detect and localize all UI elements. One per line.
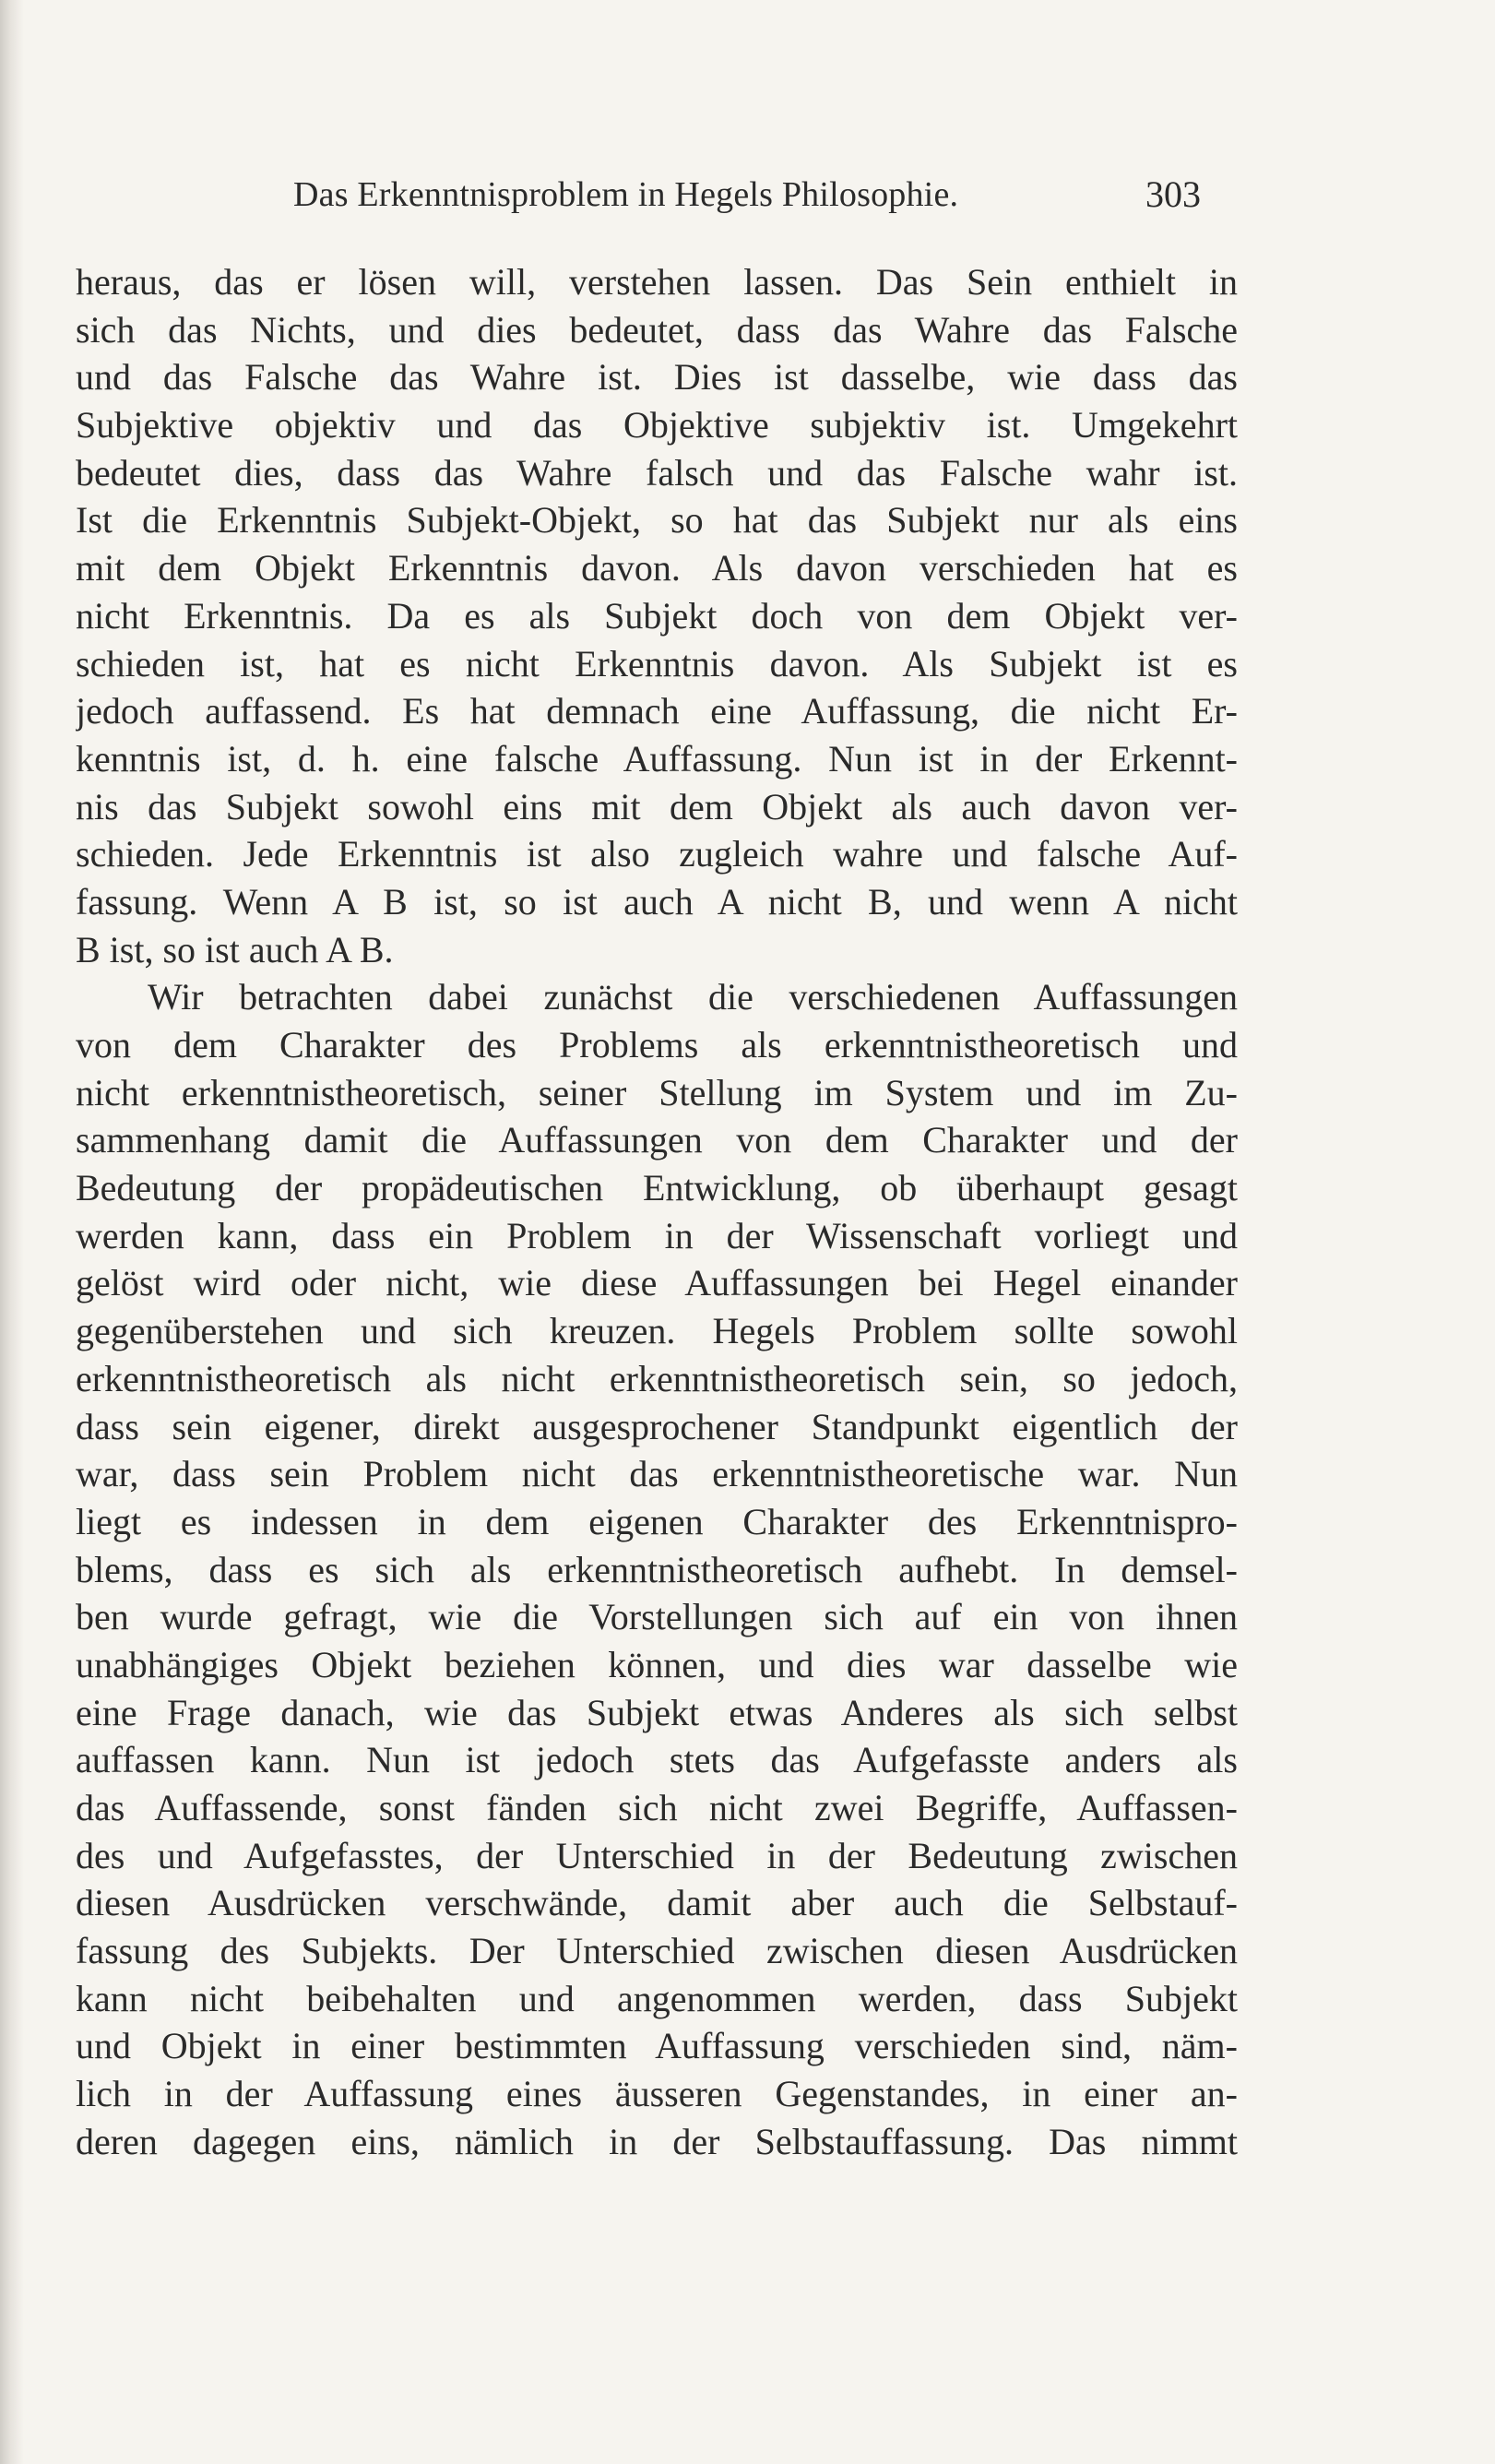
text-line: bedeutet dies, dass das Wahre falsch und das Falsche wahr ist. bbox=[76, 451, 1238, 494]
text-line: nicht erkenntnistheoretisch, seiner Stellung im System und im Zu- bbox=[76, 1071, 1238, 1113]
text-line: jedoch auffassend. Es hat demnach eine Auffassung, die nicht Er- bbox=[76, 690, 1238, 732]
text-line: Wir betrachten dabei zunächst die verschiedenen Auffassungen bbox=[148, 976, 1238, 1018]
paragraph-1 bbox=[76, 258, 1238, 973]
text-line: diesen Ausdrücken verschwände, damit aber auch die Selbstauf- bbox=[76, 1882, 1238, 1924]
text-line: war, dass sein Problem nicht das erkenntnistheoretische war. Nun bbox=[76, 1453, 1238, 1495]
text-line: von dem Charakter des Problems als erkenntnistheoretisch und bbox=[76, 1024, 1238, 1065]
text-line: sich das Nichts, und dies bedeutet, dass das Wahre das Falsche bbox=[76, 308, 1238, 351]
text-line: deren dagegen eins, nämlich in der Selbstauffassung. Das nimmt bbox=[76, 2120, 1238, 2162]
text-line: nicht Erkenntnis. Da es als Subjekt doch von dem Objekt ver- bbox=[76, 594, 1238, 637]
text-line: liegt es indessen in dem eigenen Charakter des Erkenntnispro- bbox=[76, 1500, 1238, 1542]
text-line: und das Falsche das Wahre ist. Dies ist dasselbe, wie dass das bbox=[76, 356, 1238, 399]
text-line: dass sein eigener, direkt ausgesprochener Standpunkt eigentlich der bbox=[76, 1405, 1238, 1447]
text-line: gelöst wird oder nicht, wie diese Auffassungen bei Hegel einander bbox=[76, 1262, 1238, 1304]
text-line: mit dem Objekt Erkenntnis davon. Als davon verschieden hat es bbox=[76, 547, 1238, 589]
text-line: fassung des Subjekts. Der Unterschied zwischen diesen Ausdrücken bbox=[76, 1930, 1238, 1972]
text-line: sammenhang damit die Auffassungen von dem Charakter und der bbox=[76, 1119, 1238, 1161]
text-line: Bedeutung der propädeutischen Entwicklung, ob überhaupt gesagt bbox=[76, 1167, 1238, 1209]
page-header bbox=[76, 172, 1201, 218]
body-text bbox=[76, 258, 1238, 2166]
page-gutter-shadow bbox=[0, 0, 24, 2464]
text-line: B ist, so ist auch A B. bbox=[76, 928, 394, 970]
paragraph-2 bbox=[76, 973, 1238, 2165]
text-line: Ist die Erkenntnis Subjekt-Objekt, so hat das Subjekt nur als eins bbox=[76, 499, 1238, 542]
text-line: nis das Subjekt sowohl eins mit dem Objekt als auch davon ver- bbox=[76, 785, 1238, 827]
text-line: heraus, das er lösen will, verstehen lassen. Das Sein enthielt in bbox=[76, 261, 1238, 303]
text-line: auffassen kann. Nun ist jedoch stets das Aufgefasste anders als bbox=[76, 1739, 1238, 1781]
text-line: das Auffassende, sonst fänden sich nicht zwei Begriffe, Auffassen- bbox=[76, 1787, 1238, 1828]
text-line: erkenntnistheoretisch als nicht erkenntnistheoretisch sein, so jedoch, bbox=[76, 1357, 1238, 1399]
text-line: blems, dass es sich als erkenntnistheoretisch aufhebt. In demsel- bbox=[76, 1548, 1238, 1590]
text-line: fassung. Wenn A B ist, so ist auch A nicht B, und wenn A nicht bbox=[76, 880, 1238, 923]
text-line: gegenüberstehen und sich kreuzen. Hegels Problem sollte sowohl bbox=[76, 1310, 1238, 1352]
text-line: unabhängiges Objekt beziehen können, und dies war dasselbe wie bbox=[76, 1643, 1238, 1685]
text-line: eine Frage danach, wie das Subjekt etwas Anderes als sich selbst bbox=[76, 1691, 1238, 1733]
text-line: des und Aufgefasstes, der Unterschied in der Bedeutung zwischen bbox=[76, 1834, 1238, 1876]
text-line: lich in der Auffassung eines äusseren Gegenstandes, in einer an- bbox=[76, 2073, 1238, 2115]
text-line: und Objekt in einer bestimmten Auffassung verschieden sind, näm- bbox=[76, 2025, 1238, 2067]
text-line: werden kann, dass ein Problem in der Wissenschaft vorliegt und bbox=[76, 1214, 1238, 1256]
running-title: Das Erkenntnisproblem in Hegels Philosophie. bbox=[293, 175, 959, 214]
text-line: kenntnis ist, d. h. eine falsche Auffassung. Nun ist in der Erkennt- bbox=[76, 737, 1238, 780]
text-line: schieden. Jede Erkenntnis ist also zugleich wahre und falsche Auf- bbox=[76, 833, 1238, 875]
text-line: ben wurde gefragt, wie die Vorstellungen sich auf ein von ihnen bbox=[76, 1596, 1238, 1638]
text-line: schieden ist, hat es nicht Erkenntnis davon. Als Subjekt ist es bbox=[76, 642, 1238, 684]
text-line: kann nicht beibehalten und angenommen werden, dass Subjekt bbox=[76, 1977, 1238, 2019]
text-line: Subjektive objektiv und das Objektive subjektiv ist. Umgekehrt bbox=[76, 404, 1238, 446]
page-number: 303 bbox=[1145, 173, 1201, 215]
